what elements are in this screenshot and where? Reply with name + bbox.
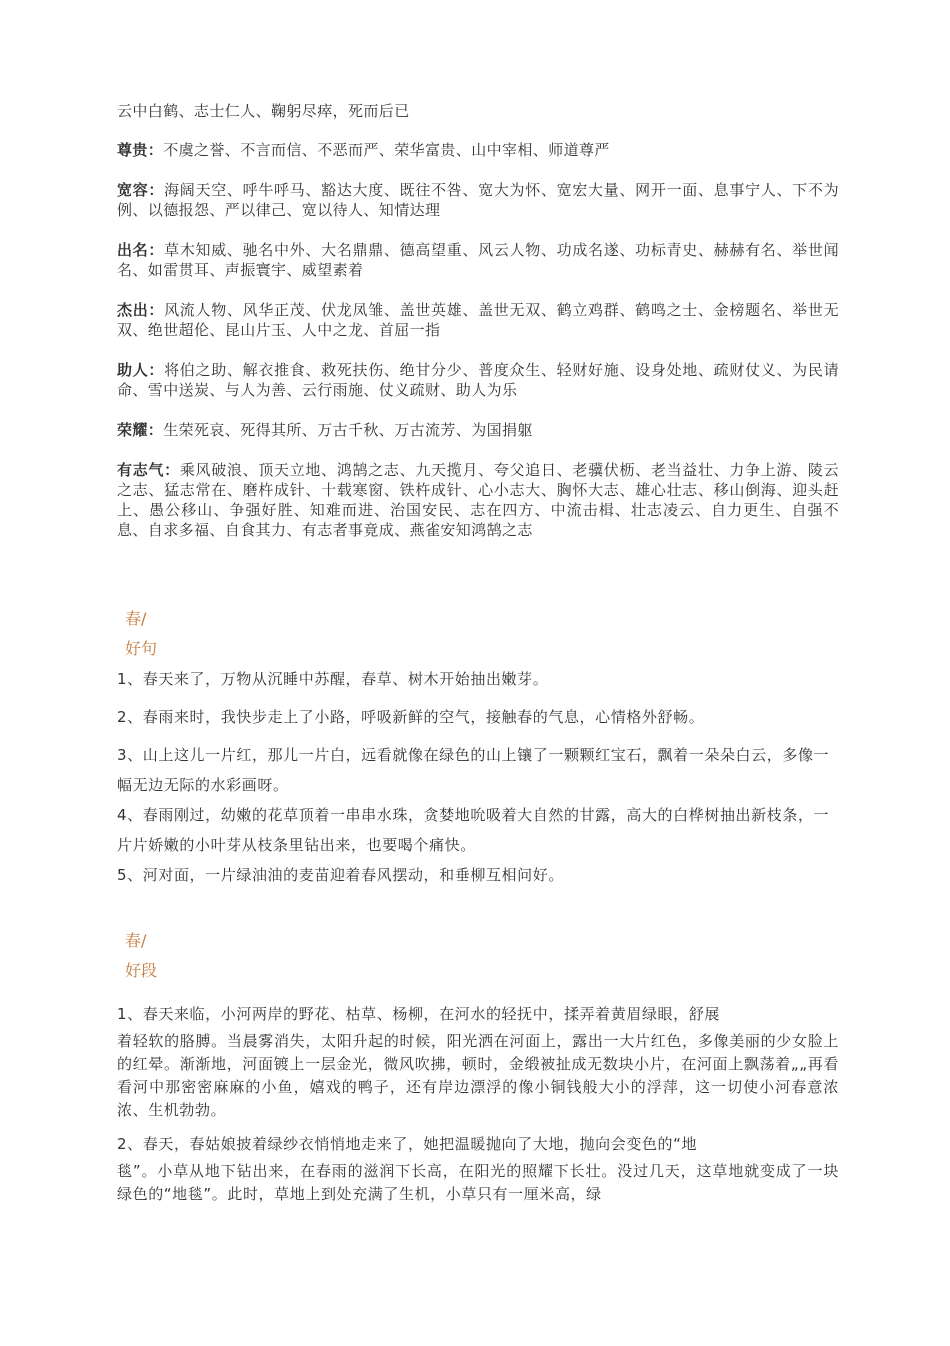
passage-body: 着轻软的胳膊。当晨雾消失，太阳升起的时候，阳光洒在河面上，露出一大片红色，多像美丽的少女脸上的红晕。渐渐地，河面镀上一层金光，微风吹拂，顿时，金缎被扯成无数块小片，在河面上飘荡着„„再看看河中那密密麻麻的小鱼，嬉戏的鸭子，还有岸边漂浮的像小铜钱般大小的浮萍，这一切使小河春意浓浓、生机勃勃。 [117, 1032, 839, 1119]
sentence-list [117, 664, 839, 890]
sentence-item: 2、春雨来时，我快步走上了小路，呼吸新鲜的空气，接触春的气息，心情格外舒畅。 [117, 708, 705, 726]
sentence-item: 1、春天来了，万物从沉睡中苏醒，春草、树木开始抽出嫩芽。 [117, 670, 549, 688]
entry-term: 宽容： [117, 181, 165, 199]
sentence-item: 3、山上这儿一片红，那儿一片白，远看就像在绿色的山上镶了一颗颗红宝石，飘着一朵朵白云，多像一幅无边无际的水彩画呀。 [117, 746, 830, 794]
entry-text: 生荣死哀、死得其所、万古千秋、万古流芳、为国捐躯 [163, 421, 533, 439]
section-heading-spring: 春/ [125, 609, 147, 628]
passage-first-line: 1、春天来临，小河两岸的野花、枯草、杨柳，在河水的轻抚中，揉弄着黄眉绿眼，舒展 [117, 1005, 720, 1023]
intro-line: 云中白鹤、志士仁人、鞠躬尽瘁，死而后已 [117, 102, 410, 120]
entry-chuming [117, 240, 839, 280]
entry-term: 有志气： [117, 461, 180, 479]
sentence-item: 5、河对面，一片绿油油的麦苗迎着春风摆动，和垂柳互相问好。 [117, 866, 564, 884]
entry-text: 草木知威、驰名中外、大名鼎鼎、德高望重、风云人物、功成名遂、功标青史、赫赫有名、举世闻名、如雷贯耳、声振寰宇、威望素着 [117, 241, 839, 279]
entry-term: 出名： [117, 241, 165, 259]
entry-text: 乘风破浪、顶天立地、鸿鹄之志、九天揽月、夸父追日、老骥伏枥、老当益壮、力争上游、陵云之志、猛志常在、磨杵成针、十载寒窗、铁杵成针、心小志大、胸怀大志、雄心壮志、移山倒海、迎头赶上、愚公移山、争强好胜、知难而进、治国安民、志在四方、中流击楫、壮志凌云、自力更生、自强不息、自求多福、自食其力、有志者事竟成、燕雀安知鸿鹄之志 [117, 461, 839, 539]
entry-youzhiqi [117, 460, 839, 540]
passage-body: 毯”。小草从地下钻出来，在春雨的滋润下长高，在阳光的照耀下长壮。没过几天，这草地就变成了一块绿色的“地毯”。此时，草地上到处充满了生机，小草只有一厘米高，绿 [117, 1162, 839, 1203]
passage-item [117, 1128, 839, 1206]
sentence-item: 4、春雨刚过，幼嫩的花草顶着一串串水珠，贪婪地吮吸着大自然的甘露，高大的白桦树抽出新枝条，一片片娇嫩的小叶芽从枝条里钻出来，也要喝个痛快。 [117, 806, 830, 854]
section-heading-spring-2: 春/ [125, 931, 147, 950]
entry-text: 风流人物、风华正茂、伏龙凤雏、盖世英雄、盖世无双、鹤立鸡群、鹤鸣之士、金榜题名、举世无双、绝世超伦、昆山片玉、人中之龙、首屈一指 [117, 301, 839, 339]
entry-term: 杰出： [117, 301, 165, 319]
passage-list [117, 998, 839, 1206]
entry-term: 尊贵： [117, 141, 164, 159]
entry-kuanrong [117, 180, 839, 220]
passage-item [117, 998, 839, 1122]
document-page [117, 100, 839, 1206]
section-subheading-good-passages: 好段 [125, 961, 158, 980]
entry-text: 不虞之誉、不言而信、不恶而严、荣华富贵、山中宰相、师道尊严 [163, 141, 610, 159]
entry-zungui [117, 140, 839, 160]
entry-term: 助人： [117, 361, 165, 379]
entry-term: 荣耀： [117, 421, 164, 439]
entry-rongyao [117, 420, 839, 440]
passage-first-line: 2、春天，春姑娘披着绿纱衣悄悄地走来了，她把温暖抛向了大地，抛向会变色的“地 [117, 1135, 698, 1153]
entry-text: 海阔天空、呼牛呼马、豁达大度、既往不咎、宽大为怀、宽宏大量、网开一面、息事宁人、下不为例、以德报怨、严以律己、宽以待人、知情达理 [117, 181, 839, 219]
entry-jiechu [117, 300, 839, 340]
section-subheading-good-sentences: 好句 [125, 639, 158, 658]
entry-zhuren [117, 360, 839, 400]
entry-text: 将伯之助、解衣推食、救死扶伤、绝甘分少、普度众生、轻财好施、设身处地、疏财仗义、为民请命、雪中送炭、与人为善、云行雨施、仗义疏财、助人为乐 [117, 361, 839, 399]
